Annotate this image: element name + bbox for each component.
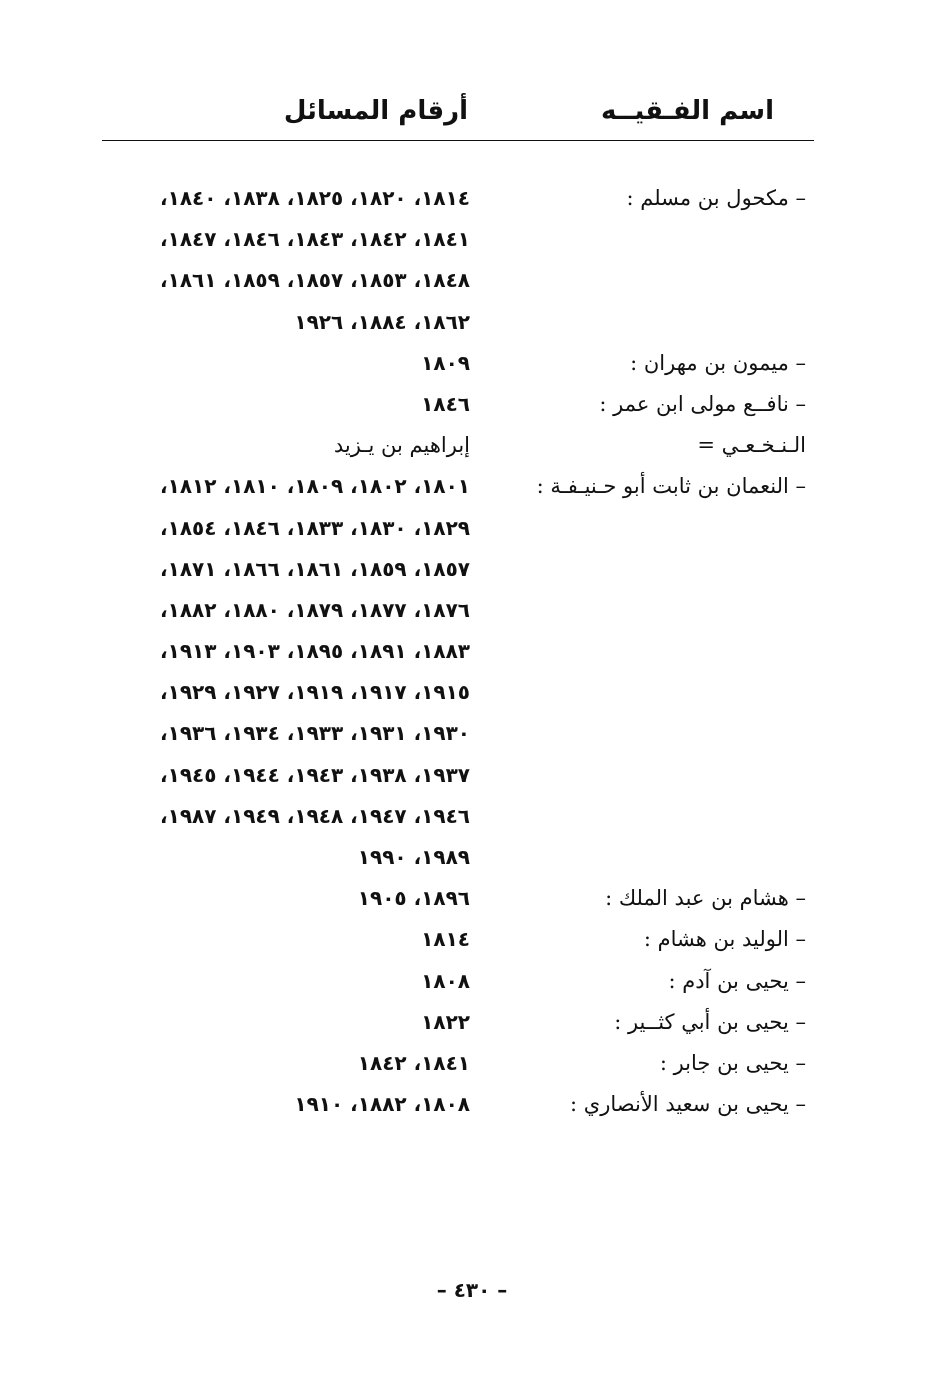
issue-numbers: ١٩٨٩، ١٩٩٠ xyxy=(357,845,470,869)
index-row xyxy=(0,182,944,223)
issue-numbers: ١٩١٥، ١٩١٧، ١٩١٩، ١٩٢٧، ١٩٢٩، xyxy=(160,680,470,705)
table-header xyxy=(104,96,812,136)
index-row xyxy=(0,1006,944,1047)
issue-numbers: إبراهيم بن يـزيد xyxy=(333,433,470,458)
issue-numbers: ١٨٠١، ١٨٠٢، ١٨٠٩، ١٨١٠، ١٨١٢، xyxy=(160,474,470,499)
issue-numbers: ١٨٠٨ xyxy=(421,968,470,993)
index-row xyxy=(0,223,944,264)
issue-numbers: ١٩٣٠، ١٩٣١، ١٩٣٣، ١٩٣٤، ١٩٣٦، xyxy=(160,721,470,746)
index-row xyxy=(0,923,944,964)
issue-numbers: ١٨٦٢، ١٨٨٤، ١٩٢٦ xyxy=(294,309,470,334)
issue-numbers: ١٨٧٦، ١٨٧٧، ١٨٧٩، ١٨٨٠، ١٨٨٢، xyxy=(160,597,470,622)
index-row xyxy=(0,676,944,717)
issue-numbers: ١٨٤١، ١٨٤٢، ١٨٤٣، ١٨٤٦، ١٨٤٧، xyxy=(160,227,470,252)
jurist-name: – مكحول بن مسلم : xyxy=(626,186,806,210)
issue-numbers: ١٨٥٧، ١٨٥٩، ١٨٦١، ١٨٦٦، ١٨٧١، xyxy=(160,556,470,581)
issue-numbers: ١٨٢٩، ١٨٣٠، ١٨٣٣، ١٨٤٦، ١٨٥٤، xyxy=(160,515,470,540)
index-row xyxy=(0,965,944,1006)
page-number: – ٤٣٠ – xyxy=(436,1278,508,1302)
index-row xyxy=(0,512,944,553)
index-row xyxy=(0,429,944,470)
jurist-name: – يحيى بن جابر : xyxy=(659,1050,806,1075)
issue-numbers: ١٨٤٨، ١٨٥٣، ١٨٥٧، ١٨٥٩، ١٨٦١، xyxy=(160,268,470,293)
issue-numbers: ١٩٤٦، ١٩٤٧، ١٩٤٨، ١٩٤٩، ١٩٨٧، xyxy=(160,803,470,828)
jurist-name: – يحيى بن سعيد الأنصاري : xyxy=(570,1092,806,1117)
index-row xyxy=(0,800,944,841)
index-row xyxy=(0,594,944,635)
index-row xyxy=(0,264,944,305)
index-row xyxy=(0,388,944,429)
index-row xyxy=(0,635,944,676)
index-row xyxy=(0,553,944,594)
jurist-name: – يحيى بن آدم : xyxy=(668,968,806,993)
header-rule xyxy=(102,140,814,141)
index-row xyxy=(0,306,944,347)
jurist-name: – النعمان بن ثابت أبو حـنيـفـة : xyxy=(536,474,806,499)
index-list xyxy=(0,182,944,1129)
index-row xyxy=(0,347,944,388)
issue-numbers: ١٨٨٣، ١٨٩١، ١٨٩٥، ١٩٠٣، ١٩١٣، xyxy=(160,639,470,664)
issue-numbers: ١٨٢٢ xyxy=(421,1009,470,1034)
index-row xyxy=(0,470,944,511)
issue-numbers: ١٨٤٦ xyxy=(421,391,470,416)
index-row xyxy=(0,841,944,882)
index-row xyxy=(0,1047,944,1088)
index-row xyxy=(0,759,944,800)
issue-numbers: ١٨٤١، ١٨٤٢ xyxy=(357,1050,470,1075)
issue-numbers: ١٨١٤ xyxy=(421,927,470,952)
column-header-numbers: أرقام المسائل xyxy=(283,96,468,126)
issue-numbers: ١٨١٤، ١٨٢٠، ١٨٢٥، ١٨٣٨، ١٨٤٠، xyxy=(160,186,470,210)
jurist-name: – يحيى بن أبي كثــير : xyxy=(614,1009,806,1034)
jurist-name: – ميمون بن مهران : xyxy=(630,350,806,375)
issue-numbers: ١٨٠٨، ١٨٨٢، ١٩١٠ xyxy=(294,1092,470,1117)
issue-numbers: ١٨٩٦، ١٩٠٥ xyxy=(357,886,470,911)
index-row xyxy=(0,882,944,923)
issue-numbers: ١٩٣٧، ١٩٣٨، ١٩٤٣، ١٩٤٤، ١٩٤٥، xyxy=(160,762,470,787)
column-header-name: اسم الفـقيــه xyxy=(600,96,774,126)
jurist-name: الـنـخـعـي = xyxy=(697,433,806,458)
index-row xyxy=(0,1088,944,1129)
issue-numbers: ١٨٠٩ xyxy=(421,350,470,375)
index-row xyxy=(0,717,944,758)
jurist-name: – نافــع مولى ابن عمر : xyxy=(599,391,806,416)
jurist-name: – الوليد بن هشام : xyxy=(643,927,806,952)
jurist-name: – هشام بن عبد الملك : xyxy=(605,886,806,911)
